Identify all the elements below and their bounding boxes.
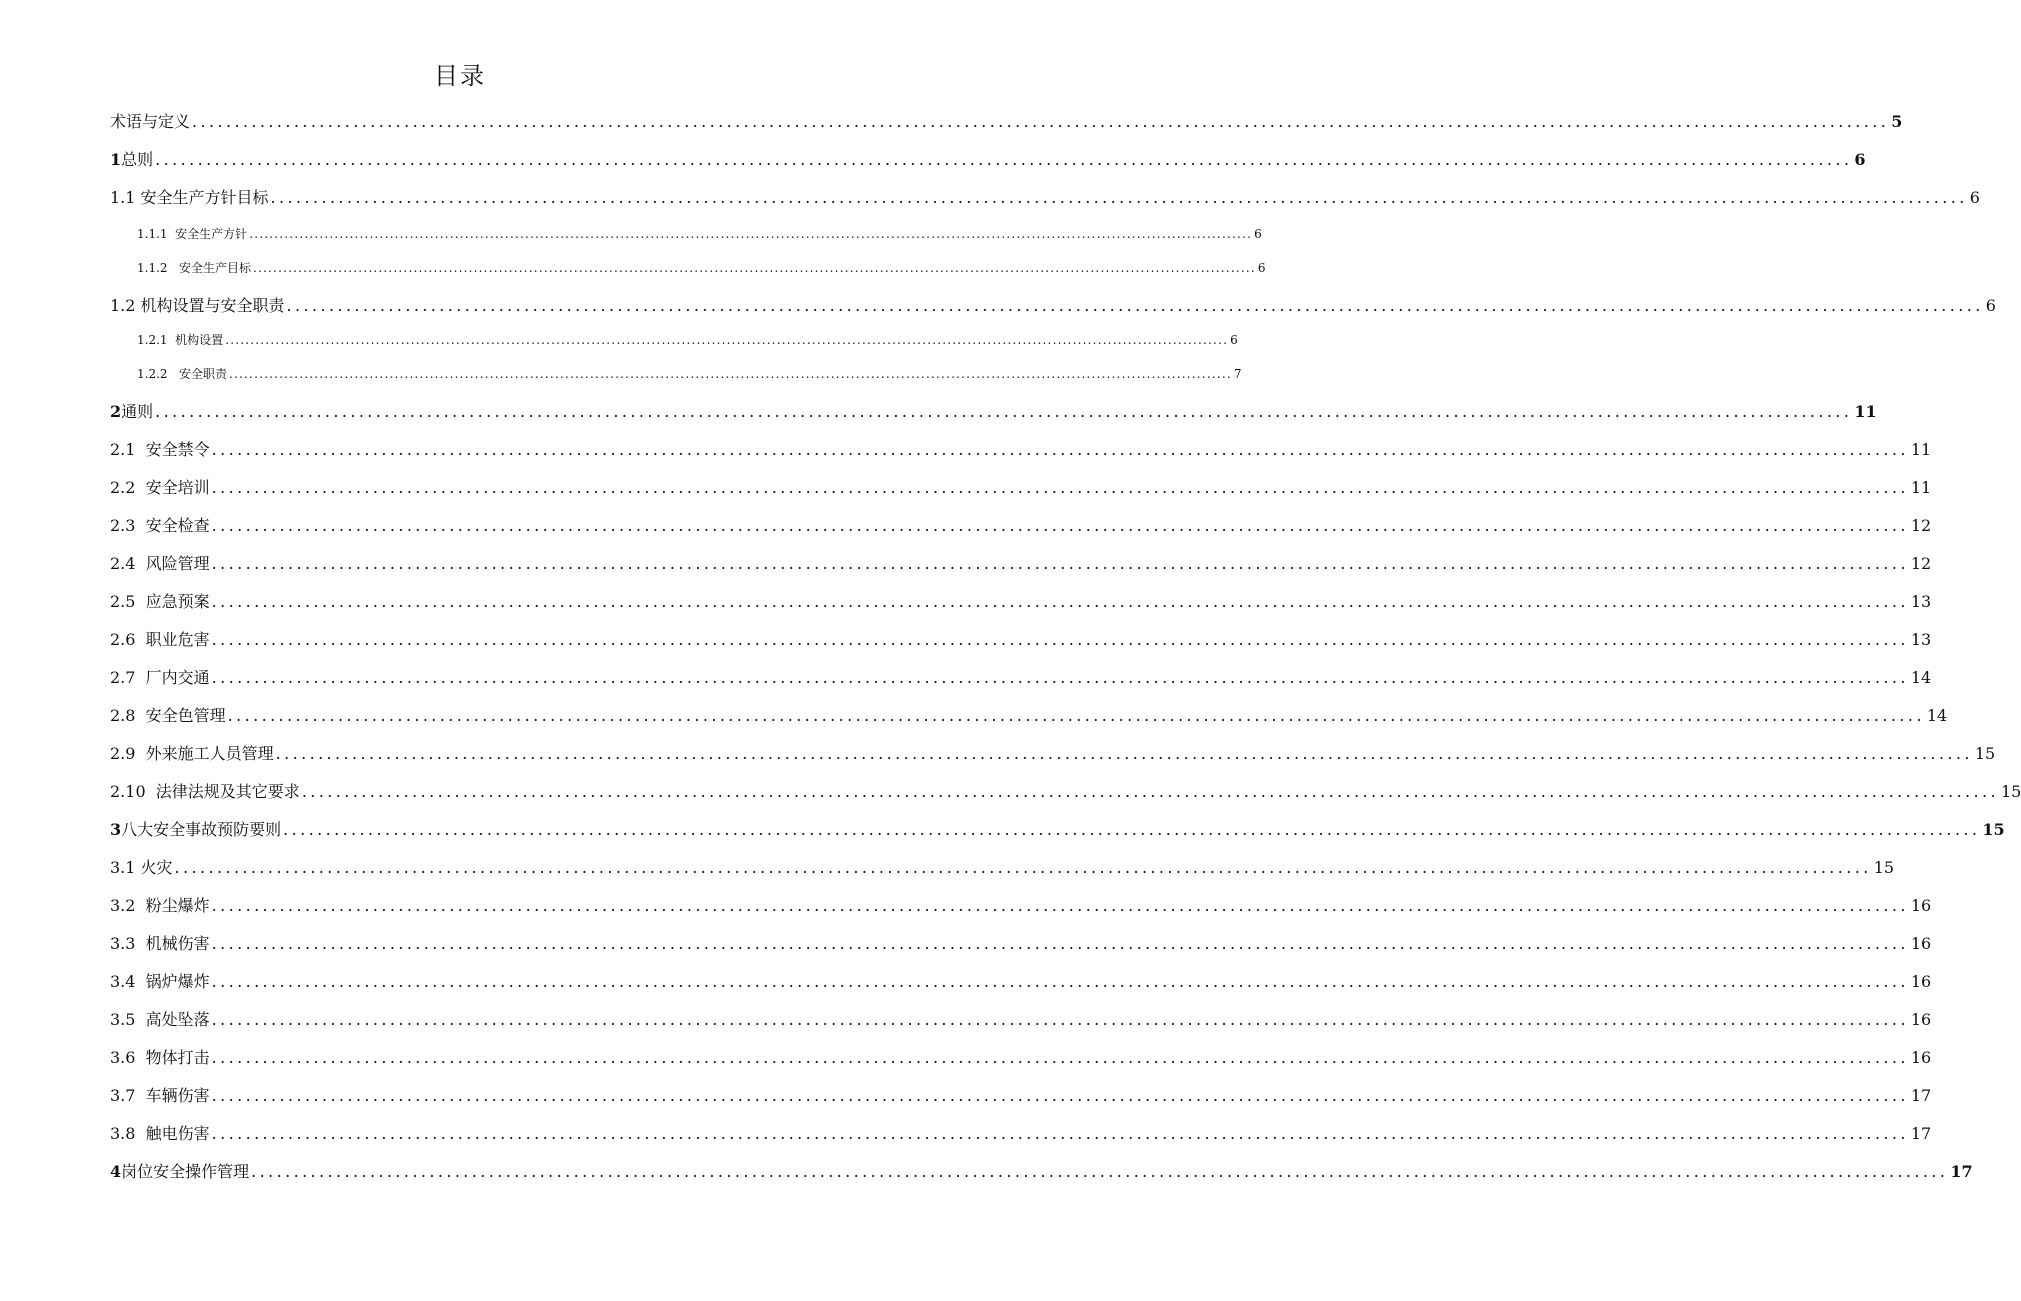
- toc-dot-leader: ........................................................................................................................................................................................................: [227, 706, 1925, 725]
- toc-page-number: 15: [2001, 782, 2021, 801]
- toc-entry[interactable]: [110, 550, 1932, 574]
- toc-entry[interactable]: [110, 108, 1903, 132]
- toc-entry-label: 术语与定义: [110, 112, 191, 131]
- toc-dot-leader: ........................................................................................................................................................................................................: [283, 820, 1981, 839]
- toc-entry[interactable]: [110, 436, 1932, 460]
- toc-entry[interactable]: [110, 146, 1866, 170]
- toc-page-number: 6: [1985, 296, 1996, 315]
- toc-entry[interactable]: [110, 816, 2005, 840]
- toc-entry[interactable]: [110, 702, 1948, 726]
- toc-entry[interactable]: [137, 222, 1262, 242]
- toc-entry-label: 车辆伤害: [145, 1086, 210, 1105]
- toc-page-number: 16: [1910, 1010, 1932, 1029]
- toc-page-number: 16: [1910, 896, 1932, 915]
- toc-entry-number: 3.1: [110, 858, 141, 877]
- toc-entry-number: 2.3: [110, 516, 146, 535]
- toc-page-number: 6: [1854, 150, 1866, 169]
- toc-dot-leader: ........................................................................................................................................................................................................: [211, 592, 1909, 611]
- toc-entry-label: 安全检查: [145, 516, 210, 535]
- toc-page-number: 17: [1950, 1162, 1973, 1181]
- toc-entry-number: 1.2.2: [137, 367, 179, 381]
- toc-entry[interactable]: [110, 664, 1932, 688]
- toc-dot-leader: ........................................................................................................................................................................................................: [229, 367, 1232, 381]
- toc-entry-number: 1.2: [110, 296, 141, 315]
- toc-entry-label: 总则: [121, 150, 154, 169]
- toc-page-number: 12: [1910, 516, 1932, 535]
- toc-entry[interactable]: [110, 1082, 1932, 1106]
- toc-entry[interactable]: [110, 1006, 1932, 1030]
- toc-entry-number: 2.2: [110, 478, 146, 497]
- toc-entry-label: 机构设置与安全职责: [140, 296, 285, 315]
- toc-page-number: 17: [1910, 1086, 1932, 1105]
- toc-entry-number: 1.1: [110, 188, 141, 207]
- toc-dot-leader: ........................................................................................................................................................................................................: [192, 112, 1890, 131]
- toc-dot-leader: ........................................................................................................................................................................................................: [211, 896, 1909, 915]
- toc-entry-number: 3.7: [110, 1086, 146, 1105]
- toc-entry-label: 安全培训: [145, 478, 210, 497]
- toc-dot-leader: ........................................................................................................................................................................................................: [211, 478, 1909, 497]
- toc-dot-leader: ........................................................................................................................................................................................................: [211, 440, 1909, 459]
- toc-entry[interactable]: [110, 968, 1932, 992]
- toc-dot-leader: ........................................................................................................................................................................................................: [301, 782, 1999, 801]
- toc-page-number: 5: [1891, 112, 1903, 131]
- toc-entry-number: 4: [110, 1162, 122, 1181]
- toc-dot-leader: ........................................................................................................................................................................................................: [211, 1048, 1909, 1067]
- toc-entry[interactable]: [110, 1158, 1973, 1182]
- toc-page-number: 14: [1910, 668, 1932, 687]
- toc-entry[interactable]: [110, 184, 1980, 208]
- toc-entry-number: 3.3: [110, 934, 146, 953]
- toc-dot-leader: ........................................................................................................................................................................................................: [225, 333, 1229, 347]
- toc-page-number: 7: [1233, 367, 1242, 381]
- toc-entry[interactable]: [137, 362, 1242, 382]
- toc-entry-number: 3: [110, 820, 122, 839]
- toc-dot-leader: ........................................................................................................................................................................................................: [211, 516, 1909, 535]
- toc-dot-leader: ........................................................................................................................................................................................................: [174, 858, 1872, 877]
- toc-entry-number: 2.4: [110, 554, 146, 573]
- toc-dot-leader: ........................................................................................................................................................................................................: [211, 668, 1909, 687]
- toc-entry[interactable]: [110, 626, 1932, 650]
- toc-dot-leader: ........................................................................................................................................................................................................: [211, 1010, 1909, 1029]
- toc-entry-label: 八大安全事故预防要则: [121, 820, 282, 839]
- toc-page-number: 16: [1910, 1048, 1932, 1067]
- toc-entry[interactable]: [110, 930, 1932, 954]
- toc-page-number: 13: [1910, 592, 1932, 611]
- toc-entry-number: 3.6: [110, 1048, 146, 1067]
- toc-dot-leader: ........................................................................................................................................................................................................: [275, 744, 1973, 763]
- toc-entry-label: 火灾: [140, 858, 173, 877]
- toc-entry-number: 2.6: [110, 630, 146, 649]
- toc-entry-label: 物体打击: [145, 1048, 210, 1067]
- toc-entry-label: 安全生产方针目标: [140, 188, 269, 207]
- toc-dot-leader: ........................................................................................................................................................................................................: [155, 150, 1853, 169]
- toc-entry-label: 触电伤害: [145, 1124, 210, 1143]
- toc-page-number: 12: [1910, 554, 1932, 573]
- toc-entry-number: 2.5: [110, 592, 146, 611]
- toc-page-number: 17: [1910, 1124, 1932, 1143]
- toc-page-number: 15: [1982, 820, 2005, 839]
- toc-entry-number: 2.9: [110, 744, 146, 763]
- toc-entry-label: 安全色管理: [145, 706, 226, 725]
- toc-entry-label: 安全生产方针: [175, 227, 248, 241]
- toc-entry-label: 职业危害: [145, 630, 210, 649]
- toc-entry[interactable]: [110, 512, 1932, 536]
- toc-entry[interactable]: [137, 256, 1266, 276]
- toc-entry-label: 外来施工人员管理: [145, 744, 274, 763]
- toc-page-number: 13: [1910, 630, 1932, 649]
- toc-entry-number: 3.5: [110, 1010, 146, 1029]
- toc-dot-leader: ........................................................................................................................................................................................................: [211, 630, 1909, 649]
- toc-entry[interactable]: [110, 892, 1932, 916]
- toc-entry[interactable]: [110, 474, 1932, 498]
- toc-page-number: 6: [1257, 261, 1266, 275]
- toc-page-number: 16: [1910, 972, 1932, 991]
- toc-entry-label: 高处坠落: [145, 1010, 210, 1029]
- toc-entry-number: 1.1.1: [137, 227, 176, 241]
- toc-entry-number: 1.1.2: [137, 261, 179, 275]
- toc-page-number: 11: [1910, 478, 1932, 497]
- toc-entry-label: 机构设置: [175, 333, 224, 347]
- toc-entry-label: 安全职责: [178, 367, 227, 381]
- page-title: 目录: [434, 62, 486, 90]
- toc-dot-leader: ........................................................................................................................................................................................................: [211, 972, 1909, 991]
- toc-entry[interactable]: [110, 588, 1932, 612]
- toc-entry-number: 1.2.1: [137, 333, 176, 347]
- toc-dot-leader: ........................................................................................................................................................................................................: [253, 261, 1256, 275]
- toc-entry-label: 岗位安全操作管理: [121, 1162, 250, 1181]
- toc-entry-label: 厂内交通: [145, 668, 210, 687]
- toc-page-number: 15: [1873, 858, 1895, 877]
- toc-dot-leader: ........................................................................................................................................................................................................: [249, 227, 1253, 241]
- toc-entry-number: 2.7: [110, 668, 146, 687]
- toc-page-number: 15: [1974, 744, 1996, 763]
- toc-dot-leader: ........................................................................................................................................................................................................: [211, 554, 1909, 573]
- toc-entry-label: 通则: [121, 402, 154, 421]
- toc-dot-leader: ........................................................................................................................................................................................................: [251, 1162, 1949, 1181]
- toc-entry[interactable]: [110, 778, 2021, 802]
- toc-entry-number: 2: [110, 402, 122, 421]
- toc-dot-leader: ........................................................................................................................................................................................................: [286, 296, 1984, 315]
- toc-dot-leader: ........................................................................................................................................................................................................: [211, 1124, 1909, 1143]
- toc-entry-label: 应急预案: [145, 592, 210, 611]
- toc-entry-label: 法律法规及其它要求: [155, 782, 300, 801]
- toc-entry-label: 锅炉爆炸: [145, 972, 210, 991]
- toc-entry-number: 3.4: [110, 972, 146, 991]
- toc-entry-number: 1: [110, 150, 122, 169]
- toc-entry-label: 粉尘爆炸: [145, 896, 210, 915]
- toc-entry[interactable]: [110, 740, 1996, 764]
- toc-page-number: 6: [1969, 188, 1980, 207]
- toc-entry-label: 安全禁令: [145, 440, 210, 459]
- toc-entry[interactable]: [110, 292, 1996, 316]
- toc-entry[interactable]: [110, 854, 1895, 878]
- toc-entry-number: 2.10: [110, 782, 156, 801]
- toc-page-number: 11: [1854, 402, 1877, 421]
- toc-page-number: 6: [1254, 227, 1262, 241]
- toc-dot-leader: ........................................................................................................................................................................................................: [211, 1086, 1909, 1105]
- toc-entry-number: 2.8: [110, 706, 146, 725]
- toc-page-number: 14: [1926, 706, 1948, 725]
- toc-entry[interactable]: [110, 398, 1877, 422]
- toc-dot-leader: ........................................................................................................................................................................................................: [155, 402, 1853, 421]
- toc-page-number: 16: [1910, 934, 1932, 953]
- toc-entry[interactable]: [110, 1044, 1932, 1068]
- toc-entry-number: 3.2: [110, 896, 146, 915]
- toc-entry-label: 安全生产目标: [178, 261, 251, 275]
- toc-dot-leader: ........................................................................................................................................................................................................: [211, 934, 1909, 953]
- toc-entry-label: 风险管理: [145, 554, 210, 573]
- toc-entry[interactable]: [110, 1120, 1932, 1144]
- toc-entry-number: 3.8: [110, 1124, 146, 1143]
- toc-page-number: 11: [1910, 440, 1932, 459]
- toc-page-number: 6: [1230, 333, 1238, 347]
- toc-entry-label: 机械伤害: [145, 934, 210, 953]
- toc-entry-number: 2.1: [110, 440, 146, 459]
- toc-entry[interactable]: [137, 328, 1238, 348]
- toc-dot-leader: ........................................................................................................................................................................................................: [270, 188, 1968, 207]
